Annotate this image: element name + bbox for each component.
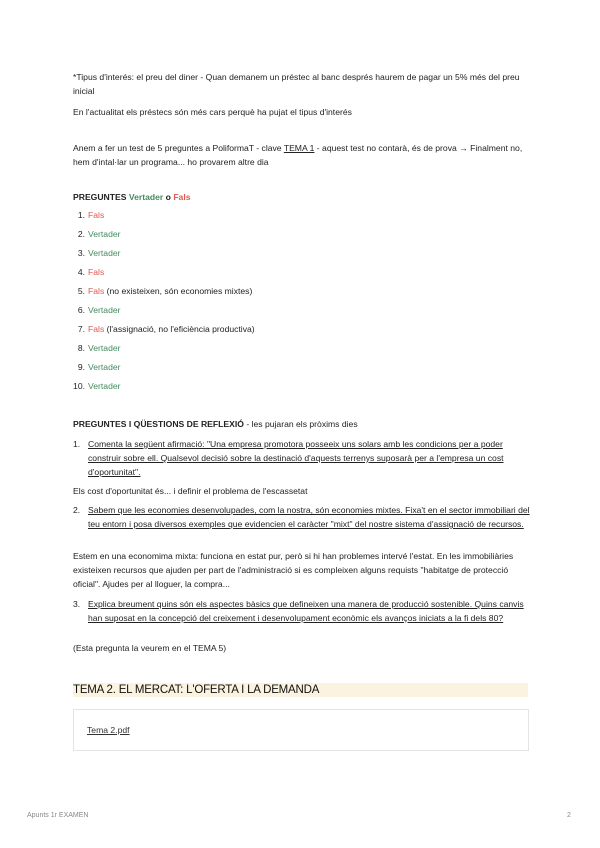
tema2-heading: TEMA 2. EL MERCAT: L'OFERTA I LA DEMANDA: [73, 683, 528, 697]
answer-item: [73, 244, 533, 263]
test-text-b: - aquest test no contarà, és de prova → Finalment no, hem d'intal·lar un programa... ho provarem altre dia: [73, 143, 523, 167]
question-2: 2. Sabem que les economies desenvolupades, com la nostra, són economies mixtes. Fixa't en el sector immobiliari del teu entorn i posa diversos exemples que evidencien el caràcter "mixt" del nostre sistema d'assignació de recursos.: [73, 505, 530, 529]
question-3: 3. Explica breument quins són els aspectes bàsics que defineixen una manera de producció sostenible. Quins canvis han suposat en la concepció del creixement i desenvolupament econòmic els avanços iniciats a la fi dels 80?: [73, 599, 524, 623]
answer-value: Fals: [88, 267, 105, 277]
answer-2: Estem en una economima mixta: funciona en estat pur, però si hi han problemes intervé l'estat. En les immobiliàries existeixen recursos que ajuden per part de l'administració si es compleixen alguns requists "habitatge de protecció oficial". Ajudes per al lloguer, la compra...: [73, 551, 514, 589]
answer-number: 7.: [77, 324, 85, 334]
answer-item: [73, 377, 533, 396]
reflexio-subtitle: - les pujaran els pròxims dies: [243, 419, 358, 429]
fals-label: Fals: [173, 192, 191, 202]
footer-title: Apunts 1r EXAMEN: [27, 812, 89, 819]
answer-item: [73, 263, 533, 282]
reflexio-title: PREGUNTES I QÜESTIONS DE REFLEXIÓ: [73, 419, 244, 429]
answer-number: 8.: [77, 343, 85, 353]
answer-item: [73, 225, 533, 244]
answer-value: Vertader: [88, 229, 121, 239]
answer-1: Els cost d'oportunitat és... i definir el problema de l'escassetat: [73, 486, 308, 496]
answers-list: [73, 206, 533, 396]
preguntes-title: PREGUNTES: [73, 192, 129, 202]
question-2-text: Sabem que les economies desenvolupades, com la nostra, són economies mixtes. Fixa't en el sector immobiliari del teu entorn i posa diversos exemples que evidencien el caràcter "mixt" del nostre sistema d'assignació de recursos.: [88, 505, 530, 529]
answer-note: (l'assignació, no l'eficiència productiva): [104, 324, 255, 334]
answer-value: Fals: [88, 286, 105, 296]
answer-item: [73, 339, 533, 358]
question-3-text: Explica breument quins són els aspectes bàsics que defineixen una manera de producció sostenible. Quins canvis han suposat en la concepció del creixement i desenvolupament econòmic els avanços iniciats a la fi dels 80?: [88, 599, 524, 623]
answer-item: [73, 358, 533, 377]
answer-3: (Esta pregunta la veurem en el TEMA 5): [73, 643, 227, 653]
answer-value: Fals: [88, 210, 105, 220]
intro-paragraph-loans: En l'actualitat els préstecs són més cars perquè ha pujat el tipus d'interés: [73, 107, 352, 117]
answer-number: 10.: [73, 381, 85, 391]
answer-value: Vertader: [88, 381, 121, 391]
answer-item: [73, 206, 533, 225]
answer-value: Vertader: [88, 305, 121, 315]
answer-value: Vertader: [88, 248, 121, 258]
vertader-label: Vertader: [128, 192, 164, 202]
or-label: o: [163, 192, 174, 202]
answer-item: [73, 301, 533, 320]
answer-number: 5.: [77, 286, 85, 296]
answer-number: 1.: [77, 210, 85, 220]
test-text-a: Anem a fer un test de 5 preguntes a PoliformaT - clave: [73, 143, 284, 153]
answer-number: 4.: [77, 267, 85, 277]
answer-note: (no existeixen, són economies mixtes): [104, 286, 253, 296]
page-number: 2: [567, 812, 571, 819]
answer-item: [73, 282, 533, 301]
answer-value: Fals: [88, 324, 105, 334]
answer-item: [73, 320, 533, 339]
answer-number: 2.: [77, 229, 85, 239]
tema1-link[interactable]: TEMA 1: [283, 143, 315, 153]
intro-paragraph-interest: *Tipus d'interés: el preu del diner - Quan demanem un préstec al banc després haurem de pagar un 5% més del preu inicial: [73, 72, 520, 96]
answer-number: 6.: [77, 305, 85, 315]
preguntes-heading: [73, 190, 533, 204]
answer-number: 9.: [77, 362, 85, 372]
intro-paragraph-test: [73, 141, 533, 169]
question-1-text: Comenta la següent afirmació: "Una empresa promotora posseeix uns solars amb les condicions per a poder construir sobre ell. Qualsevol decisió sobre la destinació d'aquests terrenys suposarà per a l'empresa un cost d'oportunitat".: [88, 439, 504, 477]
question-1: 1. Comenta la següent afirmació: "Una empresa promotora posseeix uns solars amb les condicions per a poder construir sobre ell. Qualsevol decisió sobre la destinació d'aquests terrenys suposarà per a l'empresa un cost d'oportunitat".: [73, 439, 504, 477]
answer-number: 3.: [77, 248, 85, 258]
answer-value: Vertader: [88, 362, 121, 372]
answer-value: Vertader: [88, 343, 121, 353]
tema2-pdf-link[interactable]: Tema 2.pdf: [87, 725, 130, 735]
file-embed: [73, 709, 529, 751]
reflexio-heading: [73, 417, 533, 431]
